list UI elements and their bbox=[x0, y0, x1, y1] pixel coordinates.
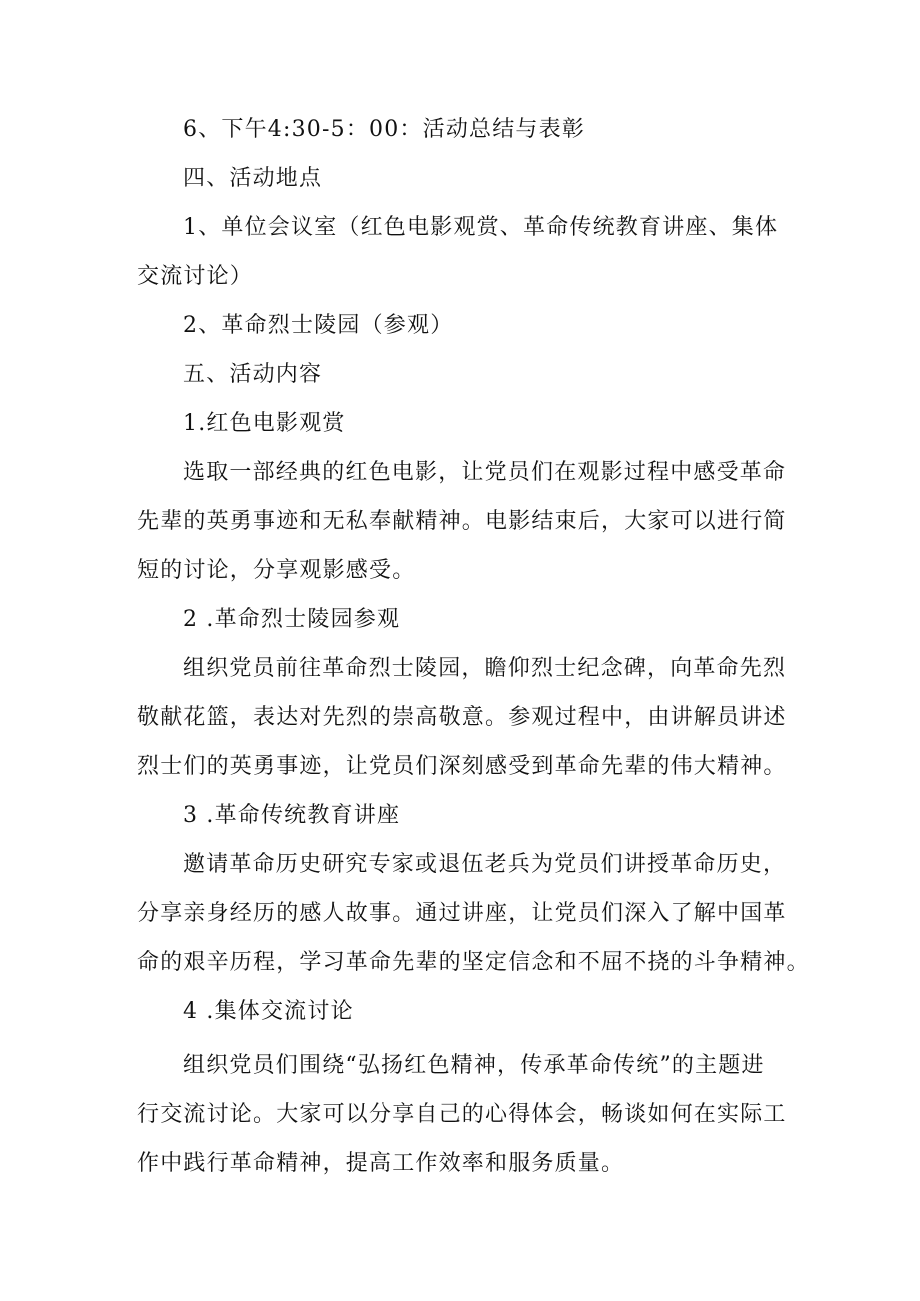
location-item-1-continued: 交流讨论） bbox=[137, 264, 254, 289]
paragraph-2-line-2: 敬献花篮，表达对先烈的崇高敬意。参观过程中，由讲解员讲述 bbox=[137, 705, 787, 730]
paragraph-4-line-1: 组织党员们围绕“弘扬红色精神，传承革命传统”的主题进 bbox=[183, 1053, 765, 1078]
paragraph-3-line-2: 分享亲身经历的感人故事。通过讲座，让党员们深入了解中国革 bbox=[137, 901, 787, 926]
section-heading-content: 五、活动内容 bbox=[183, 362, 323, 387]
schedule-item-6: 6、下午4:30-5：00：活动总结与表彰 bbox=[183, 117, 586, 142]
paragraph-1-line-1: 选取一部经典的红色电影，让党员们在观影过程中感受革命 bbox=[183, 460, 787, 485]
paragraph-2-line-3: 烈士们的英勇事迹，让党员们深刻感受到革命先辈的伟大精神。 bbox=[137, 754, 787, 779]
content-heading-3: 3 .革命传统教育讲座 bbox=[183, 803, 401, 828]
content-heading-4: 4 .集体交流讨论 bbox=[183, 999, 354, 1024]
location-item-1: 1、单位会议室（红色电影观赏、革命传统教育讲座、集体 bbox=[183, 215, 779, 240]
paragraph-1-line-2: 先辈的英勇事迹和无私奉献精神。电影结束后，大家可以进行简 bbox=[137, 509, 787, 534]
content-heading-1: 1.红色电影观赏 bbox=[183, 411, 346, 436]
paragraph-4-line-3: 作中践行革命精神，提高工作效率和服务质量。 bbox=[137, 1151, 625, 1176]
paragraph-1-line-3: 短的讨论，分享观影感受。 bbox=[137, 558, 416, 583]
paragraph-3-line-3: 命的艰辛历程，学习革命先辈的坚定信念和不屈不挠的斗争精神。 bbox=[137, 950, 810, 975]
location-item-2: 2、革命烈士陵园（参观） bbox=[183, 313, 454, 338]
content-heading-2: 2 .革命烈士陵园参观 bbox=[183, 607, 401, 632]
section-heading-location: 四、活动地点 bbox=[183, 166, 323, 191]
paragraph-2-line-1: 组织党员前往革命烈士陵园，瞻仰烈士纪念碑，向革命先烈 bbox=[183, 656, 787, 681]
paragraph-4-line-2: 行交流讨论。大家可以分享自己的心得体会，畅谈如何在实际工 bbox=[137, 1102, 787, 1127]
paragraph-3-line-1: 邀请革命历史研究专家或退伍老兵为党员们讲授革命历史， bbox=[183, 852, 787, 877]
